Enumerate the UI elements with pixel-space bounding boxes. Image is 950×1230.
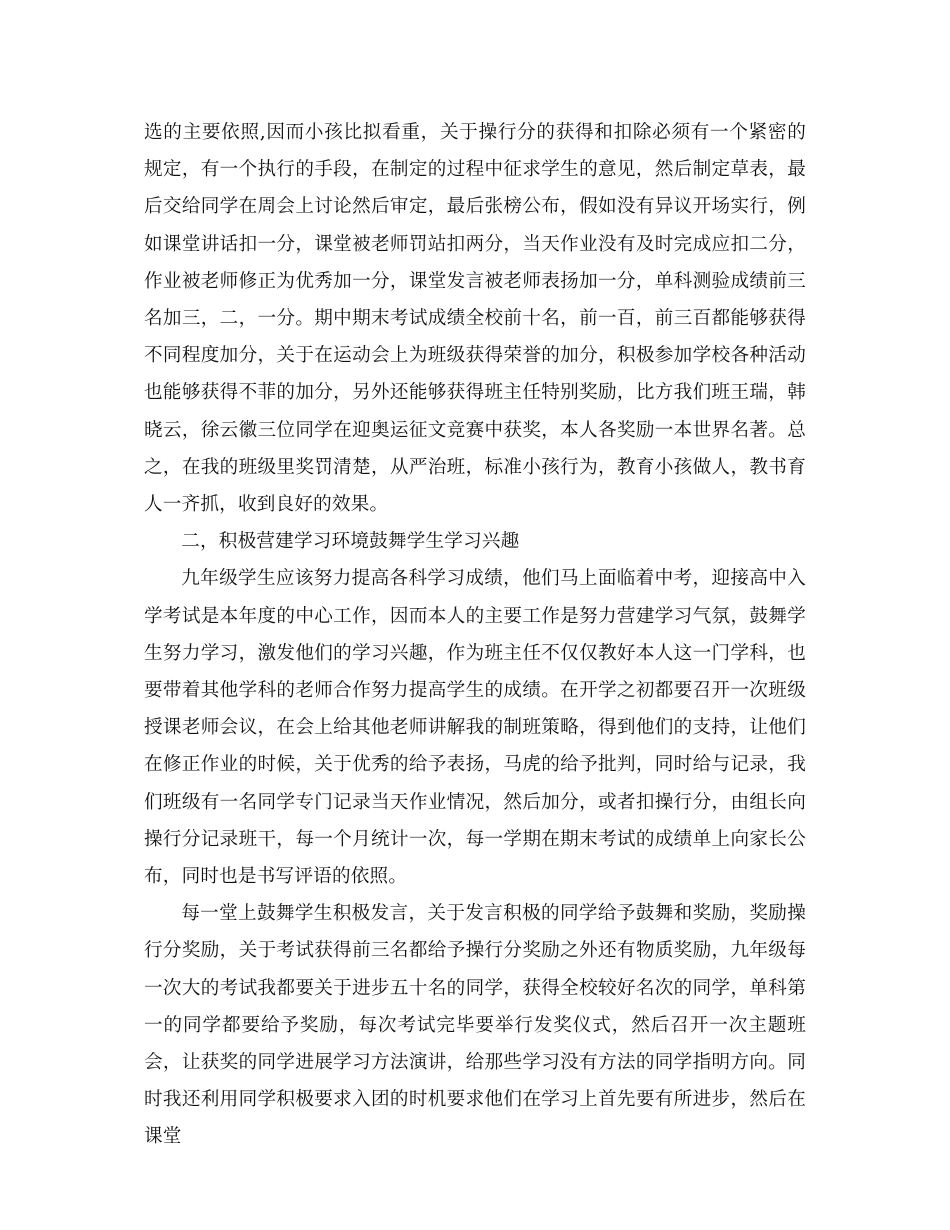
paragraph: 每一堂上鼓舞学生积极发言，关于发言积极的同学给予鼓舞和奖励，奖励操行分奖励，关于考试获得前三名都给予操行分奖励之外还有物质奖励，九年级每一次大的考试我都要关于进步五十名的同学，获得全校较好名次的同学，单科第一的同学都要给予奖励，每次考试完毕要举行发奖仪式，然后召开一次主题班会，让获奖的同学进展学习方法演讲，给那些学习没有方法的同学指明方向。同时我还利用同学积极要求入团的时机要求他们在学习上首先要有所进步，然后在课堂 [144, 903, 806, 1148]
paragraph: 九年级学生应该努力提高各科学习成绩，他们马上面临着中考，迎接高中入学考试是本年度的中心工作，因而本人的主要工作是努力营建学习气氛，鼓舞学生努力学习，激发他们的学习兴趣，作为班主任不仅仅教好本人这一门学科，也要带着其他学科的老师合作努力提高学生的成绩。在开学之初都要召开一次班级授课老师会议，在会上给其他老师讲解我的制班策略，得到他们的支持，让他们在修正作业的时候，关于优秀的给予表扬，马虎的给予批判，同时给与记录，我们班级有一名同学专门记录当天作业情况，然后加分，或者扣操行分，由组长向操行分记录班干，每一个月统计一次，每一学期在期末考试的成绩单上向家长公布，同时也是书写评语的依照。 [144, 568, 806, 888]
section-heading: 二，积极营建学习环境鼓舞学生学习兴趣 [181, 531, 520, 553]
body-text [144, 114, 806, 1156]
paragraph-continued: 选的主要依照,因而小孩比拟看重，关于操行分的获得和扣除必须有一个紧密的规定，有一个执行的手段，在制定的过程中征求学生的意见，然后制定草表，最后交给同学在周会上讨论然后审定，最后张榜公布，假如没有异议开场实行，例如课堂讲话扣一分，课堂被老师罚站扣两分，当天作业没有及时完成应扣二分，作业被老师修正为优秀加一分，课堂发言被老师表扬加一分，单科测验成绩前三名加三，二，一分。期中期末考试成绩全校前十名，前一百，前三百都能够获得不同程度加分，关于在运动会上为班级获得荣誉的加分，积极参加学校各种活动也能够获得不菲的加分，另外还能够获得班主任特别奖励，比方我们班王瑞，韩晓云，徐云徽三位同学在迎奥运征文竞赛中获奖，本人各奖励一本世界名著。总之，在我的班级里奖罚清楚，从严治班，标准小孩行为，教育小孩做人，教书育人一齐抓，收到良好的效果。 [144, 122, 806, 516]
